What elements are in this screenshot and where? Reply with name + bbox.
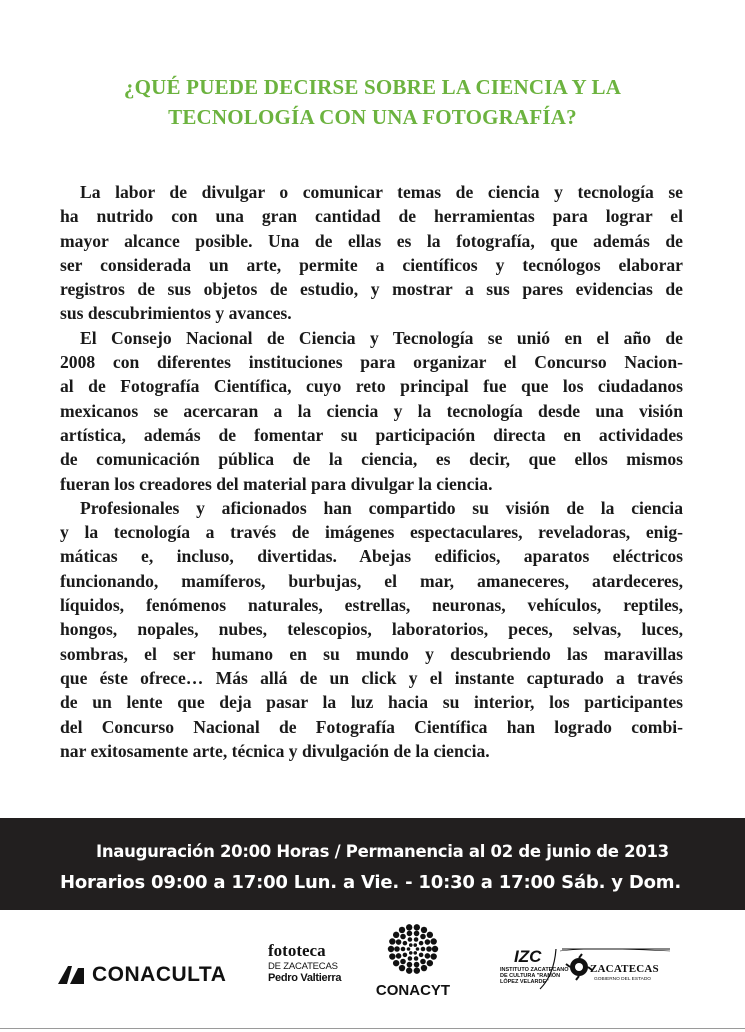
body-line: de comunicación pública de la ciencia, es decir, que ellos mismos	[60, 449, 683, 470]
schedule-band	[0, 818, 745, 910]
conaculta-mark-icon	[56, 964, 86, 986]
body-line: mayor alcance posible. Una de ellas es la fotografía, que además de	[60, 230, 683, 251]
body-line: máticas e, incluso, divertidas. Abejas edificios, aparatos eléctricos	[60, 546, 683, 567]
title-line-2: TECNOLOGÍA CON UNA FOTOGRAFÍA?	[168, 105, 577, 129]
zacatecas-subtitle: GOBIERNO DEL ESTADO	[594, 977, 652, 982]
body-line: sus descubrimientos y avances.	[60, 303, 292, 324]
page-title	[0, 72, 745, 132]
body-line: nar exitosamente arte, técnica y divulgación de la ciencia.	[60, 740, 490, 761]
sponsor-logos	[0, 915, 745, 1025]
body-line: El Consejo Nacional de Ciencia y Tecnología se unió en el año de	[80, 327, 683, 348]
hours-text: Horarios 09:00 a 17:00 Lun. a Vie. - 10:30 a 17:00 Sáb. y Dom.	[60, 872, 681, 893]
fototeca-logo	[268, 941, 368, 984]
izc-text: IZC	[514, 947, 542, 966]
body-text	[60, 180, 683, 763]
conacyt-logo	[368, 923, 458, 999]
body-line: La labor de divulgar o comunicar temas de ciencia y tecnología se	[80, 182, 683, 202]
izc-subtitle: INSTITUTO ZACATECANO DE CULTURA "RAMÓN LÓPEZ VELARDE"	[500, 967, 569, 985]
izc-zacatecas-logo	[470, 945, 675, 995]
body-line: fueran los creadores del material para divulgar la ciencia.	[60, 473, 493, 494]
title-line-1: ¿QUÉ PUEDE DECIRSE SOBRE LA CIENCIA Y LA	[123, 75, 622, 99]
body-line: sombras, el ser humano en su mundo y descubriendo las maravillas	[60, 643, 683, 664]
conaculta-logo	[56, 963, 226, 987]
conaculta-text: CONACULTA	[92, 963, 227, 986]
inauguration-text: Inauguración 20:00 Horas / Permanencia al 02 de junio de 2013	[96, 842, 669, 861]
body-line: líquidos, fenómenos naturales, estrellas, neuronas, vehículos, reptiles,	[60, 595, 683, 616]
body-line: artística, además de fomentar su participación directa en actividades	[60, 424, 683, 445]
body-line: al de Fotografía Científica, cuyo reto principal fue que los ciudadanos	[60, 376, 683, 397]
body-line: que éste ofrece… Más allá de un click y el instante capturado a través	[60, 667, 683, 688]
body-line: Profesionales y aficionados han compartido su visión de la ciencia	[80, 497, 683, 518]
body-line: hongos, nopales, nubes, telescopios, laboratorios, peces, selvas, luces,	[60, 619, 683, 640]
bottom-rule	[0, 1028, 745, 1029]
body-line: funcionando, mamíferos, burbujas, el mar, amaneceres, atardeceres,	[60, 570, 683, 591]
body-line: de un lente que deja pasar la luz hacia su interior, los participantes	[60, 692, 683, 713]
body-line: del Concurso Nacional de Fotografía Científica han logrado combi-	[60, 716, 683, 737]
body-line: y la tecnología a través de imágenes espectaculares, reveladoras, enig-	[60, 522, 683, 543]
conacyt-text: CONACYT	[375, 982, 451, 999]
body-line: 2008 con diferentes instituciones para organizar el Concurso Nacion-	[60, 352, 683, 373]
zacatecas-text: ZACATECAS	[590, 963, 659, 975]
body-line: ha nutrido con una gran cantidad de herramientas para lograr el	[60, 206, 683, 227]
fototeca-person: Pedro Valtierra	[268, 972, 342, 984]
conacyt-dots-icon	[387, 923, 439, 975]
fototeca-place: DE ZACATECAS	[268, 961, 338, 972]
body-line: mexicanos se acercaran a la ciencia y la tecnología desde una visión	[60, 400, 683, 421]
body-line: ser considerada un arte, permite a científicos y tecnólogos elaborar	[60, 254, 683, 275]
fototeca-name: fototeca	[268, 941, 326, 960]
body-line: registros de sus objetos de estudio, y mostrar a sus pares evidencias de	[60, 279, 683, 300]
